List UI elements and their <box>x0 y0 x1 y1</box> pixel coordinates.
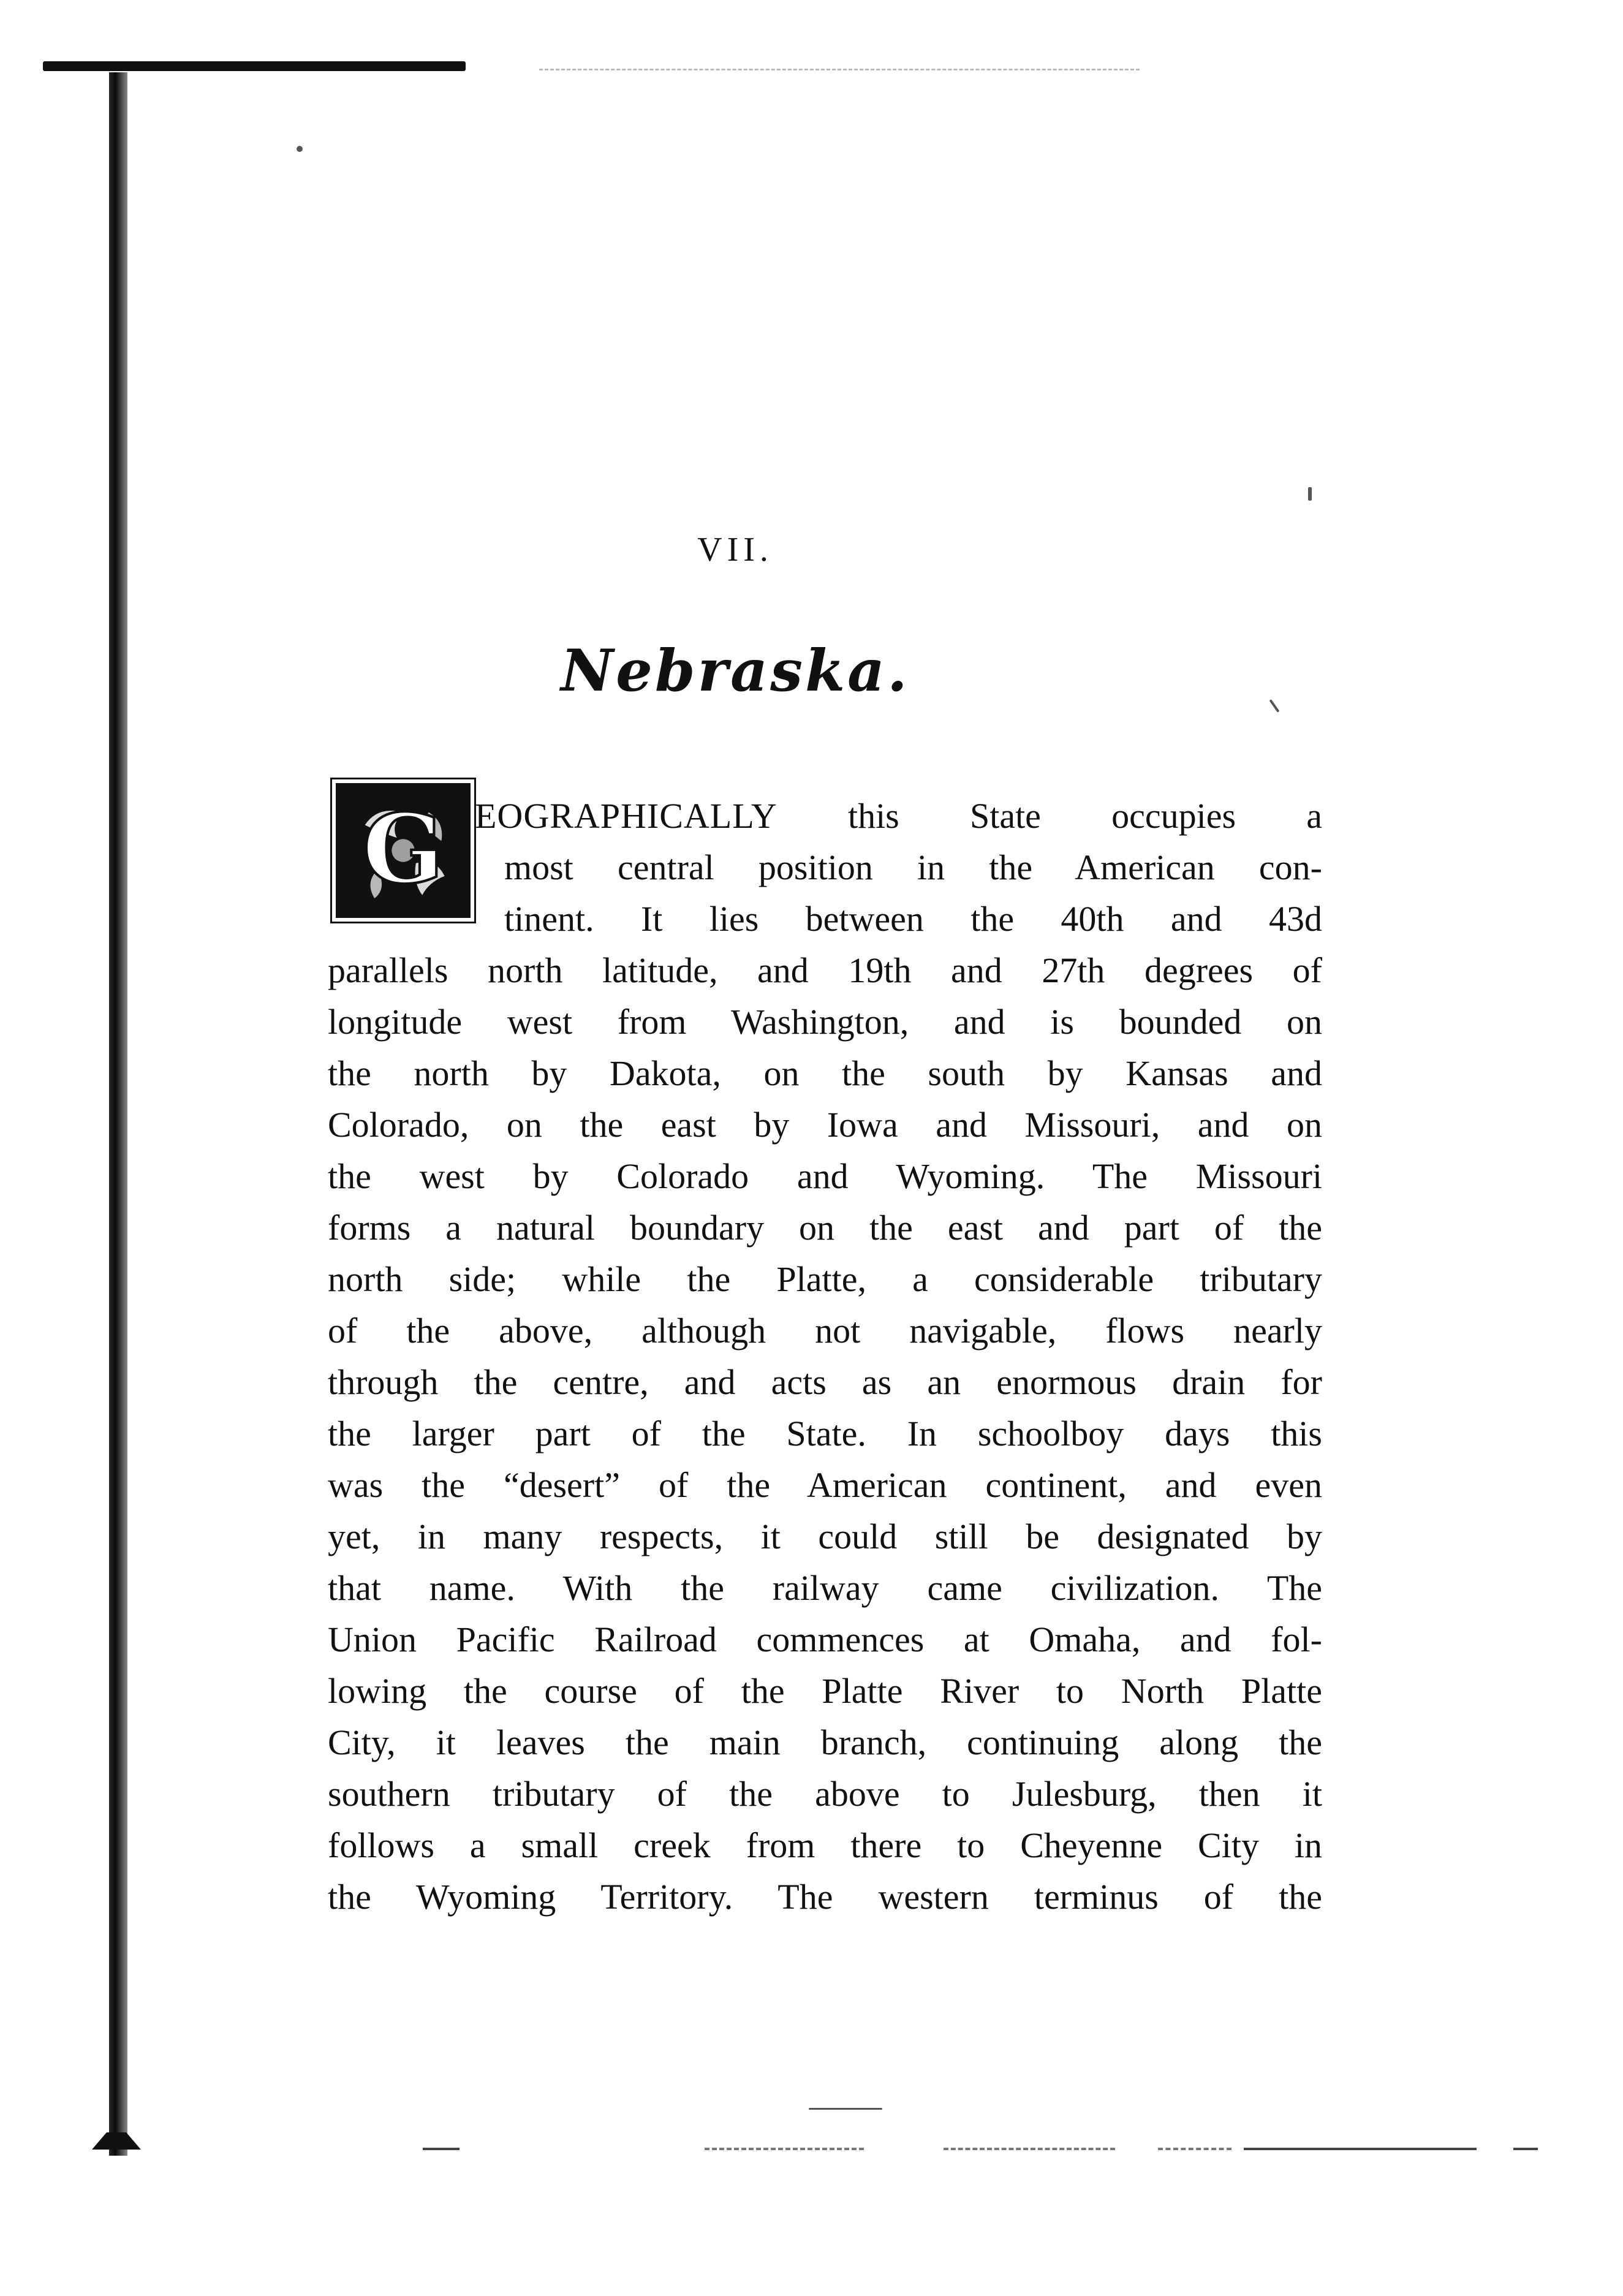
bottom-rule <box>705 2148 864 2150</box>
text-line: the larger part of the State. In schoolboy days this <box>328 1414 1322 1453</box>
ink-speck <box>1269 699 1279 713</box>
text-line: was the “desert” of the American continent, and even <box>328 1465 1322 1505</box>
text-line: north side; while the Platte, a considerable tributary <box>328 1259 1322 1299</box>
initial-letter: G <box>362 793 444 905</box>
body-paragraph <box>328 945 1322 1923</box>
ornamental-initial <box>336 783 471 918</box>
text-line: tinent. It lies between the 40th and 43d <box>504 899 1322 939</box>
text-line: Colorado, on the east by Iowa and Missouri, and on <box>328 1105 1322 1145</box>
first-line <box>475 790 1322 842</box>
chapter-title: Nebraska. <box>561 637 910 705</box>
chapter-number: VII. <box>697 531 773 569</box>
first-line-rest: this State occupies a <box>847 796 1322 836</box>
first-line-caps: EOGRAPHICALLY <box>475 796 777 836</box>
text-line: southern tributary of the above to Julesburg, then it <box>328 1774 1322 1814</box>
bottom-rule <box>423 2148 460 2150</box>
ink-speck <box>297 146 303 152</box>
binding-foot <box>92 2132 141 2150</box>
text-line: City, it leaves the main branch, continuing along the <box>328 1722 1322 1762</box>
text-line: through the centre, and acts as an enormous drain for <box>328 1362 1322 1402</box>
text-line: the west by Colorado and Wyoming. The Missouri <box>328 1156 1322 1196</box>
bottom-rule <box>1513 2148 1538 2150</box>
indented-paragraph-lines <box>504 842 1322 945</box>
text-line: forms a natural boundary on the east and part of the <box>328 1208 1322 1248</box>
text-line: the north by Dakota, on the south by Kansas and <box>328 1053 1322 1093</box>
ornamental-initial-letter <box>339 787 467 914</box>
top-border-rule <box>43 61 466 71</box>
ink-speck <box>809 2108 882 2110</box>
text-line: most central position in the American con- <box>504 847 1322 887</box>
ink-speck <box>1308 487 1312 501</box>
text-line: parallels north latitude, and 19th and 27th degrees of <box>328 950 1322 990</box>
bottom-rule <box>1244 2148 1477 2150</box>
text-line: longitude west from Washington, and is bounded on <box>328 1002 1322 1042</box>
text-line: lowing the course of the Platte River to North Platte <box>328 1671 1322 1711</box>
bottom-rule <box>944 2148 1115 2150</box>
bottom-rule <box>1158 2148 1231 2150</box>
text-line: Union Pacific Railroad commences at Omaha, and fol- <box>328 1620 1322 1659</box>
text-line: of the above, although not navigable, flows nearly <box>328 1311 1322 1351</box>
text-line: yet, in many respects, it could still be designated by <box>328 1517 1322 1556</box>
text-line: the Wyoming Territory. The western terminus of the <box>328 1877 1322 1917</box>
text-line: that name. With the railway came civilization. The <box>328 1568 1322 1608</box>
text-line: follows a small creek from there to Cheyenne City in <box>328 1825 1322 1865</box>
top-faint-rule <box>539 69 1140 70</box>
binding-edge <box>109 72 127 2156</box>
